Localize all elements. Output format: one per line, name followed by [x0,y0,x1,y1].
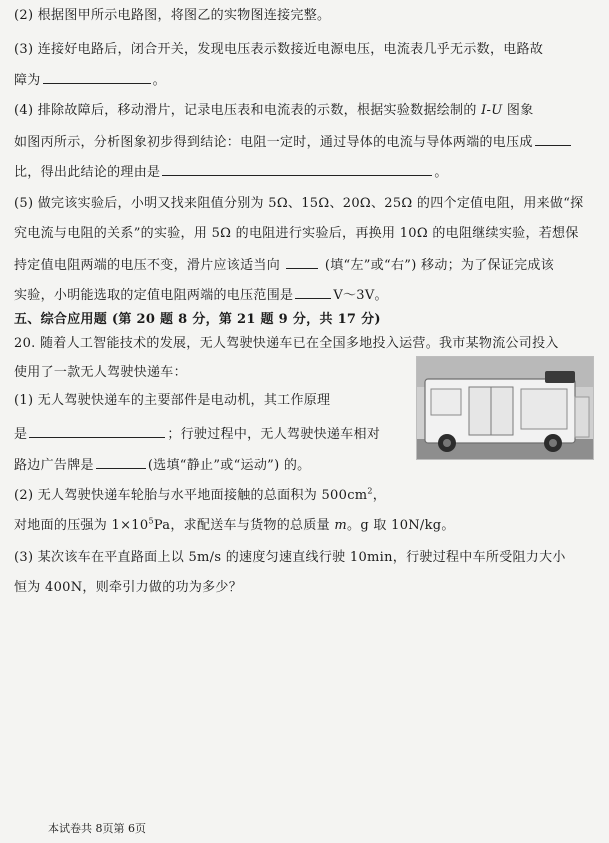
q19-part4-end: 。 [434,165,448,180]
q19-part4-line3 [14,163,448,181]
q20-sub1-line3 [14,456,310,474]
delivery-vehicle-photo [416,356,594,460]
motion-state-answer-blank[interactable] [96,456,146,469]
q19-part4-line2 [14,133,573,151]
section-heading-text: 五、综合应用题 (第 20 题 8 分，第 21 题 9 分，共 17 分) [14,312,381,327]
fault-answer-blank[interactable] [43,71,151,84]
proportion-answer-blank[interactable] [535,133,571,146]
q20-sub2-text: (2) 无人驾驶快递车轮胎与水平地面接触的总面积为 500cm [14,488,368,503]
q19-part5-text3: 持定值电阻两端的电压不变，滑片应该适当向 [14,258,285,273]
q19-part5-line3 [14,256,554,274]
page-footer [48,820,146,836]
q19-part5-text4: 实验，小明能选取的定值电阻两端的电压范围是 [14,288,294,303]
q20-sub2-end: ， [372,488,387,503]
section-heading [14,312,381,328]
q19-part3-end: 。 [152,73,166,88]
q20-sub1-line1 [14,393,330,409]
page-footer-text: 本试卷共 8页第 6页 [48,822,146,835]
q19-part3-text: (3) 连接好电路后，闭合开关，发现电压表示数接近电源电压，电流表几乎无示数，电路故 [14,42,544,57]
direction-answer-blank[interactable] [286,256,318,269]
iu-label: I-U [481,103,503,118]
area-unit-exponent: 2 [367,486,373,496]
reason-answer-blank[interactable] [162,163,432,176]
q20-sub1-text3-end: (选填“静止”或“运动”) 的。 [147,458,311,473]
q19-part2-text: (2) 根据图甲所示电路图，将图乙的实物图连接完整。 [14,8,331,23]
q20-sub2-line1 [14,488,386,504]
q19-part4-line1 [14,103,534,119]
q19-part4-conclusion: 如图丙所示，分析图象初步得到结论：电阻一定时，通过导体的电流与导体两端的电压成 [14,135,533,150]
q20-sub2-pressure: 对地面的压强为 1×10 [14,518,149,533]
q19-part5-text3-end: (填“左”或“右”) 移动；为了保证完成该 [320,258,555,273]
q19-part3-line2 [14,71,166,89]
q19-part4-reason-label: 比，得出此结论的理由是 [14,165,161,180]
q19-part5-line4 [14,286,388,304]
q20-sub3-text2: 恒为 400N，则牵引力做的功为多少？ [14,580,243,595]
principle-answer-blank[interactable] [29,425,165,438]
q20-sub1-text2: ；行驶过程中，无人驾驶快递车相对 [167,427,381,442]
q20-intro-line2 [14,365,187,381]
q19-part3-label: 障为 [14,73,41,88]
q19-part4-text: (4) 排除故障后，移动滑片，记录电压表和电流表的示数，根据实验数据绘制的 [14,103,482,118]
pressure-exponent: 5 [148,516,154,526]
q19-part3-line1 [14,42,543,58]
mass-symbol: m [334,518,348,533]
q19-part5-text4-end: V～3V。 [333,288,388,303]
q20-sub2-question: Pa，求配送车与货物的总质量 [153,518,335,533]
q20-sub3-text1: (3) 某次该车在平直路面上以 5m/s 的速度匀速直线行驶 10min，行驶过程中车所受阻力大小 [14,550,566,565]
q19-part5-text1: (5) 做完该实验后，小明又找来阻值分别为 5Ω、15Ω、20Ω、25Ω 的四个定值电阻，用来做“探 [14,196,584,211]
q20-sub1-label: 是 [14,427,28,442]
q19-part5-line2 [14,226,579,242]
q20-intro-text1: 20. 随着人工智能技术的发展，无人驾驶快递车已在全国多地投入运营。我市某物流公司投入 [14,336,559,351]
q20-sub1-text: (1) 无人驾驶快递车的主要部件是电动机，其工作原理 [14,393,331,408]
voltage-answer-blank[interactable] [295,286,331,299]
q20-sub1-text3: 路边广告牌是 [14,458,94,473]
q20-sub2-g-value: 。g 取 10N/kg。 [347,518,455,533]
q19-part5-text2: 究电流与电阻的关系”的实验，用 5Ω 的电阻进行实验后，再换用 10Ω 的电阻继续实验，若想保 [14,226,579,241]
q20-intro-text2: 使用了一款无人驾驶快递车： [14,365,187,380]
q20-sub3-line1 [14,550,566,566]
q19-part4-text-end: 图象 [502,103,534,118]
q20-sub1-line2 [14,425,380,443]
q19-part2 [14,8,330,24]
q20-sub2-line2 [14,518,455,534]
q19-part5-line1 [14,196,583,212]
vehicle-illustration [417,357,593,459]
q20-sub3-line2 [14,580,242,596]
q20-intro-line1 [14,336,559,352]
